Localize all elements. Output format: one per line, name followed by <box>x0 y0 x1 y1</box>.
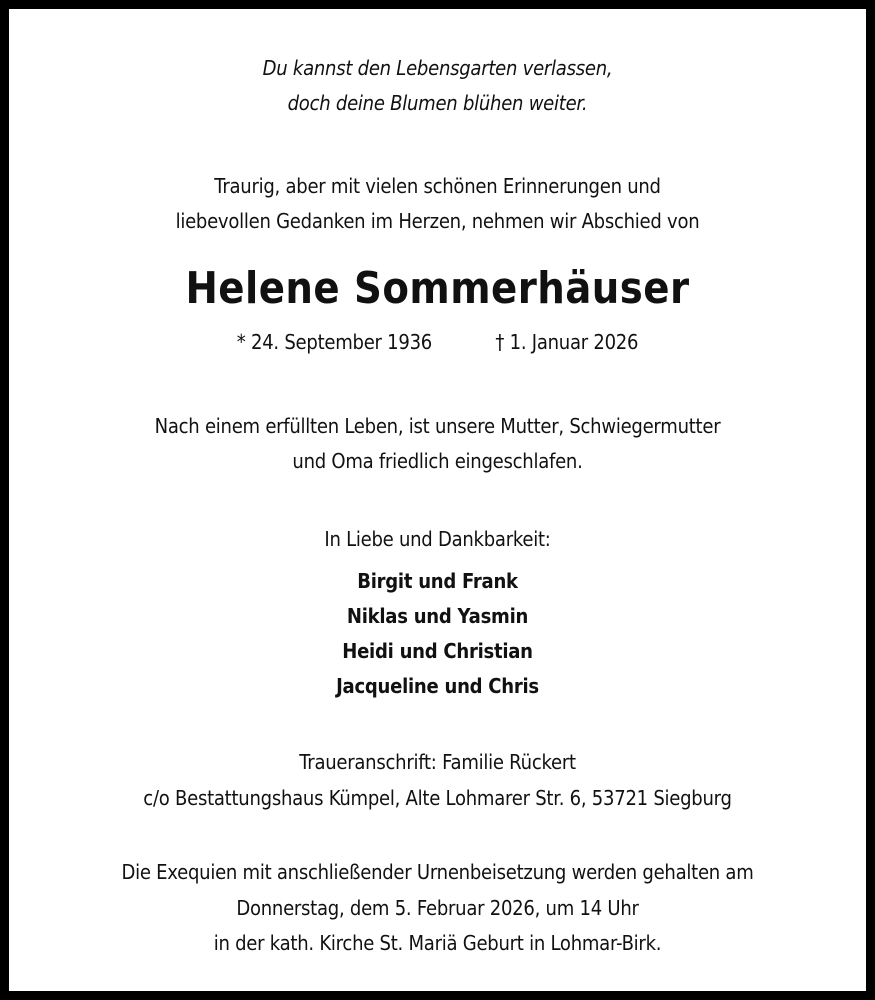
life-dates <box>60 330 814 354</box>
mourner-name: Niklas und Yasmin <box>346 604 529 628</box>
death-date: † 1. Januar 2026 <box>495 330 639 354</box>
obituary-notice <box>9 9 866 991</box>
mourner-name: Heidi und Christian <box>342 639 533 663</box>
address-line-2: c/o Bestattungshaus Kümpel, Alte Lohmarer Str. 6, 53721 Siegburg <box>143 786 732 810</box>
mourners-heading: In Liebe und Dankbarkeit: <box>324 527 551 551</box>
service-line-1: Die Exequien mit anschließender Urnenbeisetzung werden gehalten am <box>121 860 754 884</box>
intro-line-1: Traurig, aber mit vielen schönen Erinnerungen und <box>214 174 661 198</box>
mourner-name: Jacqueline und Chris <box>336 674 539 698</box>
message-line-2: und Oma friedlich eingeschlafen. <box>292 449 583 473</box>
service-line-2: Donnerstag, dem 5. Februar 2026, um 14 Uhr <box>236 896 639 920</box>
service-line-3: in der kath. Kirche St. Mariä Geburt in Lohmar-Birk. <box>213 931 662 955</box>
intro-line-2: liebevollen Gedanken im Herzen, nehmen wir Abschied von <box>175 209 700 233</box>
deceased-name: Helene Sommerhäuser <box>185 263 690 314</box>
message-line-1: Nach einem erfüllten Leben, ist unsere Mutter, Schwiegermutter <box>154 414 721 438</box>
birth-date: * 24. September 1936 <box>236 330 433 354</box>
motto-line-1: Du kannst den Lebensgarten verlassen, <box>262 56 613 80</box>
mourner-name: Birgit und Frank <box>357 569 518 593</box>
motto-line-2: doch deine Blumen blühen weiter. <box>287 91 588 115</box>
address-line-1: Traueranschrift: Familie Rückert <box>299 750 576 774</box>
